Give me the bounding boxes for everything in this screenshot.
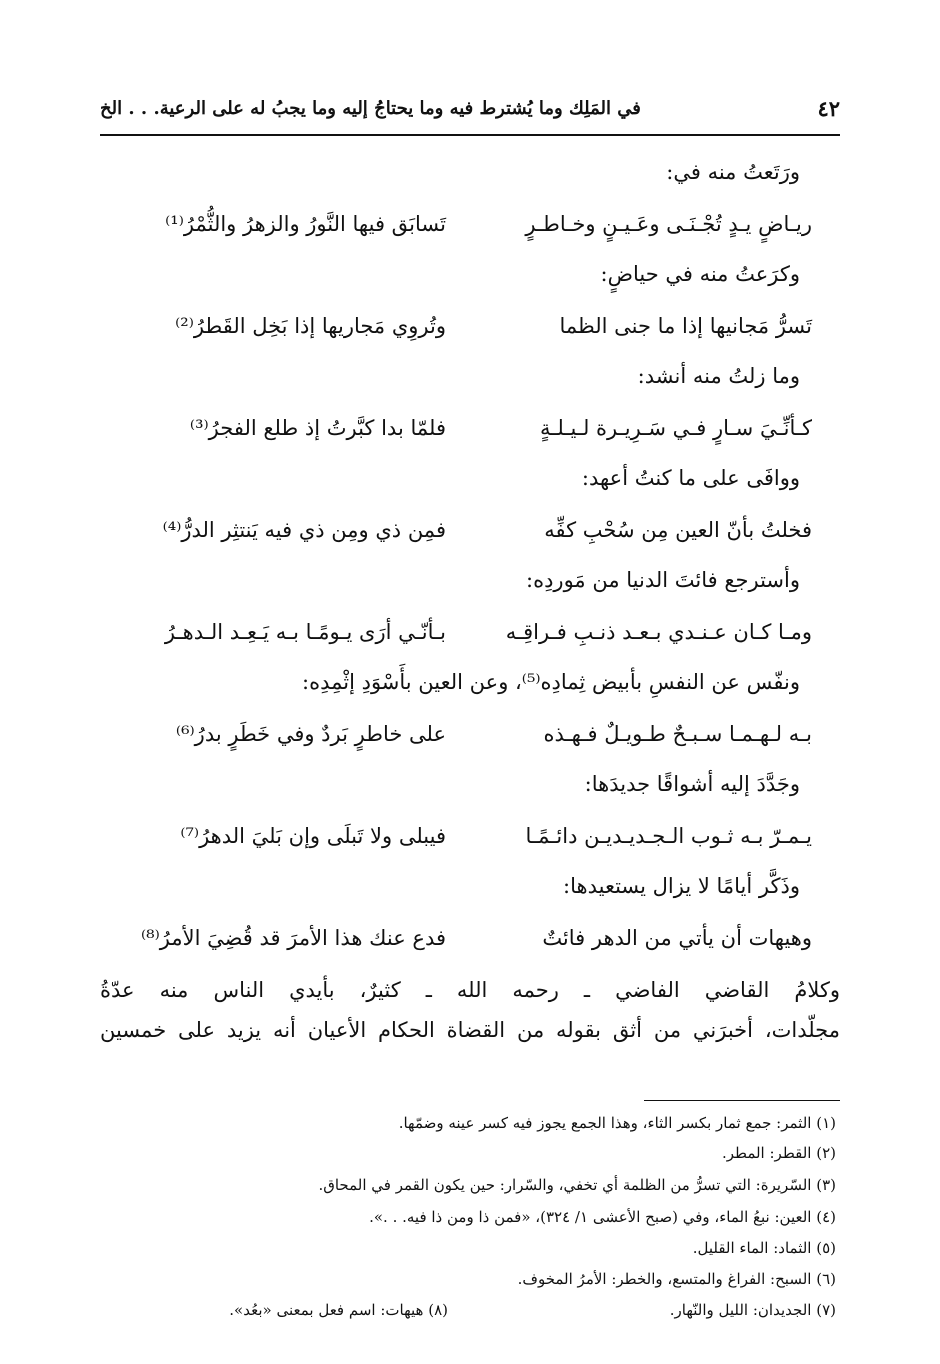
verse-second-hemistich: فمِن ذي ومِن ذي فيه يَنتثِر الدرُّ⁽⁴⁾ [162,518,446,542]
prose-line: وأسترجع فائتَ الدنيا من مَوردِه: [526,568,800,592]
prose-line: ووافَى على ما كنتُ أعهد: [581,466,800,490]
footnote: (٢) القطر: المطر. [721,1144,836,1162]
footnote: (٦) السبح: الفراغ والمتسع، والخطر: الأمرُ المخوف. [517,1270,836,1288]
footnote: (٥) الثماد: الماء القليل. [692,1239,836,1257]
prose-line: ونفّس عن النفسِ بأبيض ثِمادِه⁽⁵⁾، وعن العين بأَسْوَدِ إثْمِدِه: [302,670,800,694]
verse-second-hemistich: على خاطرٍ بَردٌ وفي خَطَرٍ بدرُ⁽⁶⁾ [175,722,446,746]
verse-second-hemistich: فلمّا بدا كبَّرتُ إذ طلع الفجرُ⁽³⁾ [189,416,446,440]
verse-first-hemistich: كـأنِّـيَ سـارٍ فـي سَـرِيـرة لـيـلـةٍ [539,416,812,440]
prose-line: ورَتَعتُ منه في: [666,160,800,184]
verse-first-hemistich: بـه لـهـمـا سـبـحٌ طـويـلٌ فـهـذه [543,722,812,746]
verse-second-hemistich: وتُروِي مَجاريها إذا بَخِل القَطرُ⁽²⁾ [175,314,446,338]
verse-first-hemistich: تَسرُّ مَجانيها إذا ما جنى الظما [559,314,812,338]
footnote: (٤) العين: نبعُ الماء، وفي (صبح الأعشى ١/ ٣٢٤)، «فمن ذا ومن ذا فيه. . .». [369,1208,836,1226]
footnote: (١) الثمر: جمع ثمار بكسر الثاء، وهذا الجمع يجوز فيه كسر عينه وضمّها. [398,1114,836,1132]
verse-first-hemistich: ومـا كـان عـنـدي بـعـد ذنـبِ فـراقِـه [505,620,812,644]
prose-line: وكرَعتُ منه في حياضٍ: [600,262,800,286]
verse-first-hemistich: وهيهات أن يأتي من الدهر فائتٌ [542,926,812,950]
page-number: ٤٢ [817,96,840,121]
verse-second-hemistich: بـأنّـي أرَى يـومًـا بـه يَـعِـد الـدهـرُ [164,620,446,644]
footnote: (٨) هيهات: اسم فعل بمعنى «بعُد». [229,1301,448,1319]
header-rule [100,134,840,136]
running-title: في المَلِك وما يُشترط فيه وما يحتاجُ إليه وما يجبُ له على الرعية. . . الخ [100,98,641,119]
verse-first-hemistich: يـمـرّ بـه ثـوب الـجـديـديـن دائـمًـا [525,824,812,848]
verse-first-hemistich: ريـاضٍ يـدٍ تُجْـنَـى وعَـيـنٍ وخـاطـرٍ [525,212,812,236]
verse-first-hemistich: فخلتُ بأنّ العين مِن سُحْبِ كفِّه [544,518,812,542]
footnote-rule [644,1100,840,1101]
verse-second-hemistich: فدع عنك هذا الأمرَ قد قُضِيَ الأمرُ⁽⁸⁾ [141,926,446,950]
prose-line: وما زلتُ منه أنشد: [637,364,800,388]
footnote: (٣) السّريرة: التي تسرُّ من الظلمة أي تخفي، والسّرار: حين يكون القمر في المحاق. [318,1176,836,1194]
verse-second-hemistich: تَسابَق فيها النَّورُ والزهرُ والثُّمْرُ⁽¹⁾ [165,212,446,236]
prose-line: وجَدَّدَ إليه أشواقًا جديدَها: [584,772,800,796]
verse-second-hemistich: فيبلى ولا تَبلَى وإن بَليَ الدهرُ⁽⁷⁾ [180,824,446,848]
footnote: (٧) الجديدان: الليل والنّهار. [669,1301,836,1319]
paragraph-line: مجلّدات، أخبرَني من أثق بقوله من القضاة الحكام الأعيان أنه يزيد على خمسين [100,1018,840,1042]
running-header [100,96,840,130]
paragraph-line: وكلامُ القاضي الفاضي ـ رحمه الله ـ كثيرٌ، بأيدي الناس منه عدّةُ [100,978,840,1002]
prose-line: وذَكَّر أيامًا لا يزال يستعيدها: [563,874,800,898]
